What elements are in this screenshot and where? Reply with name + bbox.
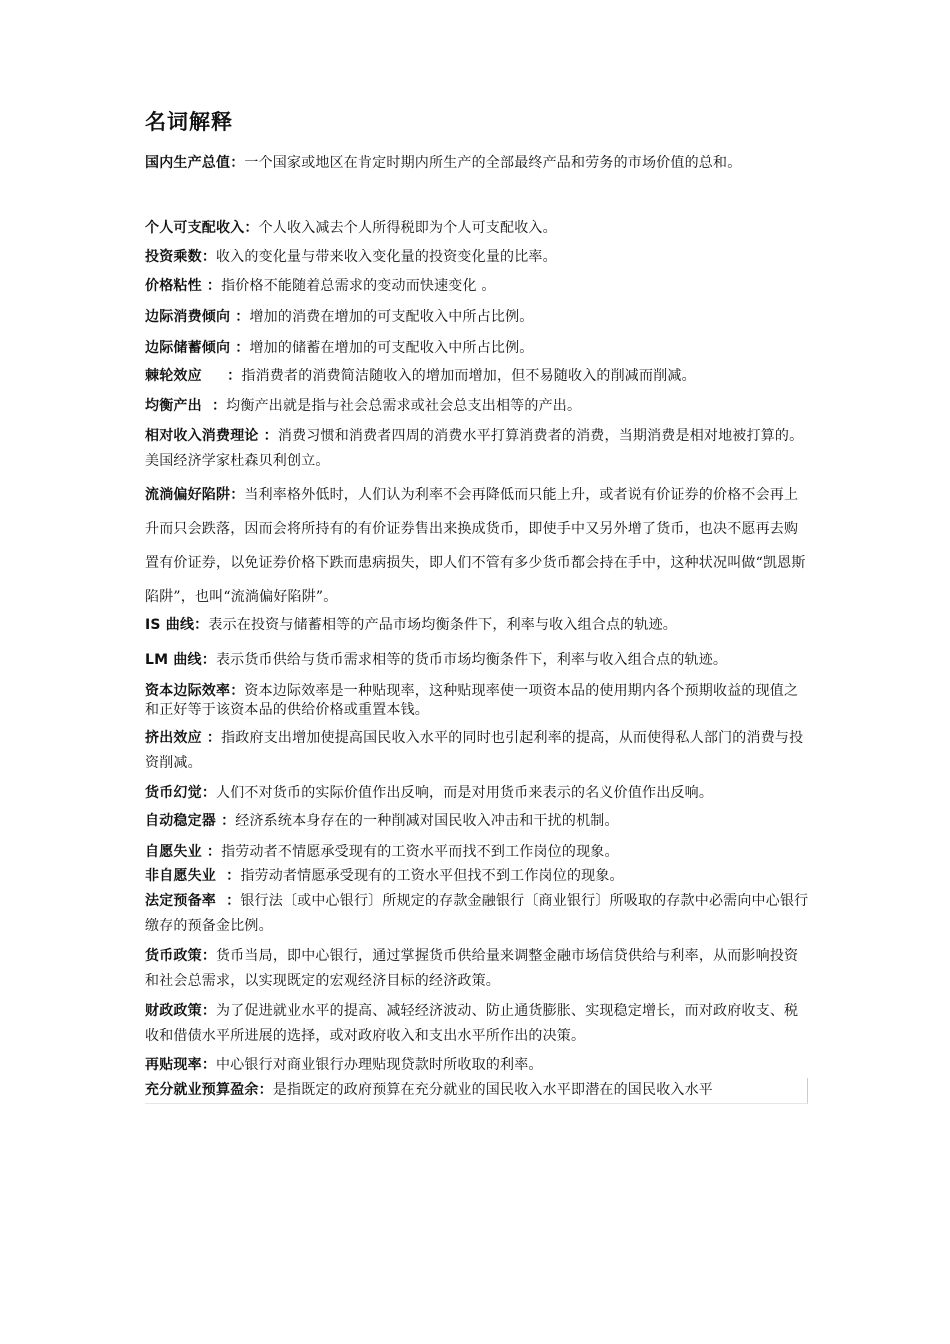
term: 相对收入消费理论 bbox=[145, 428, 259, 444]
definition-text: 当利率格外低时，人们认为利率不会再降低而只能上升，或者说有价证券的价格不会再上升而只会跌落，因而会将所持有的有价证券售出来换成货币，即使手中又另外增了货币，也决不愿再去购置有价证券，以免证券价格下跌而患病损失，即人们不管有多少货币都会持在手中，这种状况叫做“凯恩斯陷阱”，也叫“流淌偏好陷阱”。 bbox=[145, 487, 806, 605]
definition-investment-multiplier: 投资乘数：收入的变化量与带来收入变化量的投资变化量的比率。 bbox=[145, 249, 557, 265]
term: 资本边际效率 bbox=[145, 683, 231, 699]
term: 投资乘数 bbox=[145, 249, 202, 265]
definition-involuntary-unemployment: 非自愿失业 ：指劳动者情愿承受现有的工资水平但找不到工作岗位的现象。 bbox=[145, 868, 624, 884]
term: 价格粘性 bbox=[145, 278, 202, 294]
term: LM 曲线 bbox=[145, 652, 202, 668]
term: 棘轮效应 bbox=[145, 368, 202, 384]
definition-disposable-income: 个人可支配收入：个人收入减去个人所得税即为个人可支配收入。 bbox=[145, 220, 557, 236]
definition-text: 一个国家或地区在肯定时期内所生产的全部最终产品和劳务的市场价值的总和。 bbox=[244, 155, 742, 171]
definition-liquidity-trap: 流淌偏好陷阱：当利率格外低时，人们认为利率不会再降低而只能上升，或者说有价证券的价格不会再上升而只会跌落，因而会将所持有的有价证券售出来换成货币，即使手中又另外增了货币，也决不愿再去购置有价证券，以免证券价格下跌而患病损失，即人们不管有多少货币都会持在手中，这种状况叫做“凯恩斯陷阱”，也叫“流淌偏好陷阱”。 bbox=[145, 487, 806, 605]
definition-text: 个人收入减去个人所得税即为个人可支配收入。 bbox=[258, 220, 557, 236]
term: 国内生产总值 bbox=[145, 155, 231, 171]
definition-text: 指政府支出增加使提高国民收入水平的同时也引起利率的提高，从而使得私人部门的消费与投资削减。 bbox=[145, 730, 804, 771]
term: 个人可支配收入 bbox=[145, 220, 245, 236]
definition-ratchet-effect: 棘轮效应 ：指消费者的消费简洁随收入的增加而增加，但不易随收入的削减而削减。 bbox=[145, 368, 696, 384]
definition-text: 指劳动者不情愿承受现有的工资水平而找不到工作岗位的现象。 bbox=[221, 844, 619, 860]
term: 挤出效应 bbox=[145, 730, 202, 746]
term: 自动稳定器 ： bbox=[145, 813, 236, 829]
definition-equilibrium-output: 均衡产出 ：均衡产出就是指与社会总需求或社会总支出相等的产出。 bbox=[145, 398, 582, 414]
term: 非自愿失业 bbox=[145, 868, 216, 884]
term: 边际消费倾向 bbox=[145, 309, 231, 325]
definition-mps: 边际储蓄倾向 ：增加的储蓄在增加的可支配收入中所占比例。 bbox=[145, 340, 534, 356]
definition-text: 资本边际效率是一种贴现率，这种贴现率使一项资本品的使用期内各个预期收益的现值之和正好等于该资本品的供给价格或重置本钱。 bbox=[145, 683, 799, 718]
definition-price-stickiness: 价格粘性 ：指价格不能随着总需求的变动而快速变化 。 bbox=[145, 278, 496, 294]
definition-text: 表示货币供给与货币需求相等的货币市场均衡条件下，利率与收入组合点的轨迹。 bbox=[215, 652, 728, 668]
page-title: 名词解释 bbox=[145, 110, 233, 134]
definition-text: 为了促进就业水平的提高、减轻经济波动、防止通货膨胀、实现稳定增长，而对政府收支、税收和借债水平所进展的选择，或对政府收入和支出水平所作出的决策。 bbox=[145, 1003, 799, 1044]
definition-reserve-ratio: 法定预备率 ：银行法〔或中心银行〕所规定的存款金融银行〔商业银行〕所吸取的存款中必需向中心银行缴存的预备金比例。 bbox=[145, 893, 809, 934]
term: 均衡产出 bbox=[145, 398, 202, 414]
term: 自愿失业 ： bbox=[145, 844, 222, 860]
definition-relative-income: 相对收入消费理论 ：消费习惯和消费者四周的消费水平打算消费者的消费，当期消费是相对地被打算的。美国经济学家杜森贝利创立。 bbox=[145, 428, 804, 469]
term: 流淌偏好陷阱 bbox=[145, 487, 231, 503]
definition-text: 增加的消费在增加的可支配收入中所占比例。 bbox=[249, 309, 534, 325]
definition-money-illusion: 货币幻觉：人们不对货币的实际价值作出反响，而是对用货币来表示的名义价值作出反响。 bbox=[145, 785, 714, 801]
definition-mec: 资本边际效率：资本边际效率是一种贴现率，这种贴现率使一项资本品的使用期内各个预期收益的现值之和正好等于该资本品的供给价格或重置本钱。 bbox=[145, 683, 799, 718]
term: IS 曲线 bbox=[145, 617, 195, 633]
definition-text: 指价格不能随着总需求的变动而快速变化 。 bbox=[221, 278, 496, 294]
definition-text: 指劳动者情愿承受现有的工资水平但找不到工作岗位的现象。 bbox=[240, 868, 624, 884]
definition-automatic-stabilizer bbox=[145, 809, 810, 834]
term: 法定预备率 bbox=[145, 893, 216, 909]
term: 货币政策 bbox=[145, 948, 202, 964]
term: 货币幻觉 bbox=[145, 785, 202, 801]
term: 充分就业预算盈余 bbox=[145, 1082, 259, 1098]
definition-full-employment-surplus: 充分就业预算盈余：是指既定的政府预算在充分就业的国民收入水平即潜在的国民收入水平 bbox=[145, 1078, 808, 1104]
term: 再贴现率 bbox=[145, 1057, 202, 1073]
definition-fiscal-policy: 财政政策：为了促进就业水平的提高、减轻经济波动、防止通货膨胀、实现稳定增长，而对政府收支、税收和借债水平所进展的选择，或对政府收入和支出水平所作出的决策。 bbox=[145, 1003, 799, 1044]
definition-mpc: 边际消费倾向 ：增加的消费在增加的可支配收入中所占比例。 bbox=[145, 309, 534, 325]
definition-text: 收入的变化量与带来收入变化量的投资变化量的比率。 bbox=[216, 249, 557, 265]
definition-gdp: 国内生产总值：一个国家或地区在肯定时期内所生产的全部最终产品和劳务的市场价值的总和。 bbox=[145, 155, 742, 171]
definition-text: 是指既定的政府预算在充分就业的国民收入水平即潜在的国民收入水平 bbox=[272, 1082, 714, 1098]
definition-text: 表示在投资与储蓄相等的产品市场均衡条件下，利率与收入组合点的轨迹。 bbox=[208, 617, 677, 633]
term: 财政政策 bbox=[145, 1003, 202, 1019]
definition-text: 均衡产出就是指与社会总需求或社会总支出相等的产出。 bbox=[226, 398, 582, 414]
definition-text: 中心银行对商业银行办理贴现贷款时所收取的利率。 bbox=[216, 1057, 543, 1073]
definition-lm-curve: LM 曲线：表示货币供给与货币需求相等的货币市场均衡条件下，利率与收入组合点的轨迹。 bbox=[145, 652, 728, 668]
definition-text: 人们不对货币的实际价值作出反响，而是对用货币来表示的名义价值作出反响。 bbox=[216, 785, 714, 801]
definition-is-curve: IS 曲线：表示在投资与储蓄相等的产品市场均衡条件下，利率与收入组合点的轨迹。 bbox=[145, 617, 677, 633]
definition-text: 增加的储蓄在增加的可支配收入中所占比例。 bbox=[249, 340, 534, 356]
definition-text: 消费习惯和消费者四周的消费水平打算消费者的消费，当期消费是相对地被打算的。美国经济学家杜森贝利创立。 bbox=[145, 428, 804, 469]
term: 边际储蓄倾向 bbox=[145, 340, 231, 356]
definition-monetary-policy: 货币政策：货币当局，即中心银行，通过掌握货币供给量来调整金融市场信贷供给与利率，从而影响投资和社会总需求，以实现既定的宏观经济目标的经济政策。 bbox=[145, 948, 799, 989]
definition-voluntary-unemployment bbox=[145, 840, 810, 865]
definition-crowding-out: 挤出效应 ：指政府支出增加使提高国民收入水平的同时也引起利率的提高，从而使得私人部门的消费与投资削减。 bbox=[145, 730, 804, 771]
definition-rediscount-rate: 再贴现率：中心银行对商业银行办理贴现贷款时所收取的利率。 bbox=[145, 1057, 543, 1073]
definition-text: 指消费者的消费简洁随收入的增加而增加，但不易随收入的削减而削减。 bbox=[241, 368, 696, 384]
definition-text: 货币当局，即中心银行，通过掌握货币供给量来调整金融市场信贷供给与利率，从而影响投资和社会总需求，以实现既定的宏观经济目标的经济政策。 bbox=[145, 948, 799, 989]
definition-text: 经济系统本身存在的一种削减对国民收入冲击和干扰的机制。 bbox=[235, 813, 619, 829]
definition-text: 银行法〔或中心银行〕所规定的存款金融银行〔商业银行〕所吸取的存款中必需向中心银行缴存的预备金比例。 bbox=[145, 893, 809, 934]
